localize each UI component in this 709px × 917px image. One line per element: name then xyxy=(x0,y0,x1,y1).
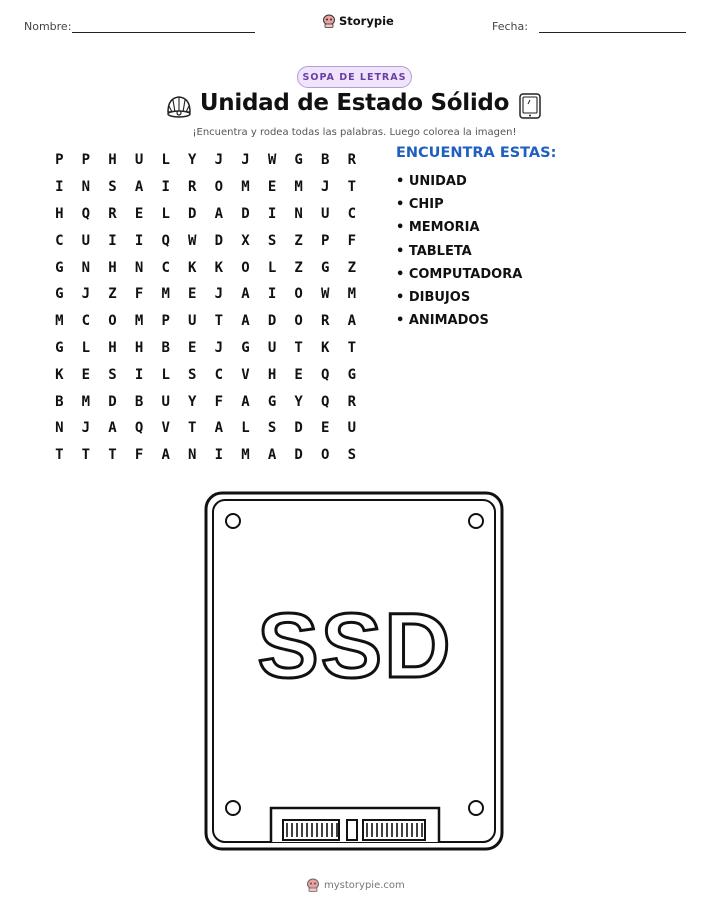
grid-cell[interactable]: Z xyxy=(294,259,303,276)
grid-cell[interactable]: L xyxy=(161,366,170,383)
grid-cell[interactable]: Y xyxy=(294,393,303,410)
grid-cell[interactable]: F xyxy=(134,447,144,464)
grid-cell[interactable]: R xyxy=(347,393,357,410)
grid-cell[interactable]: E xyxy=(294,366,303,383)
grid-cell[interactable]: C xyxy=(214,366,224,383)
screw-icon xyxy=(226,801,240,815)
grid-cell[interactable]: T xyxy=(294,339,303,356)
grid-cell[interactable]: U xyxy=(161,393,170,410)
grid-cell[interactable]: M xyxy=(294,179,303,196)
storypie-mascot-icon xyxy=(306,878,320,892)
activity-badge: SOPA DE LETRAS xyxy=(297,66,412,88)
grid-cell[interactable]: N xyxy=(134,259,144,276)
grid-cell[interactable]: A xyxy=(267,447,277,464)
grid-cell[interactable]: G xyxy=(294,152,303,169)
instructions: ¡Encuentra y rodea todas las palabras. Luego colorea la imagen! xyxy=(192,127,517,138)
word-list-item: • CHIP xyxy=(396,197,444,213)
grid-row xyxy=(46,174,365,201)
grid-cell[interactable]: O xyxy=(108,313,117,330)
grid-cell[interactable]: O xyxy=(241,259,250,276)
grid-cell[interactable]: G xyxy=(347,366,357,383)
tablet-icon xyxy=(518,92,542,120)
grid-cell[interactable]: P xyxy=(161,313,170,330)
grid-cell[interactable]: G xyxy=(55,339,64,356)
grid-cell[interactable]: P xyxy=(81,152,91,169)
grid-cell[interactable]: Y xyxy=(188,393,197,410)
grid-cell[interactable]: Q xyxy=(321,393,330,410)
grid-cell[interactable]: M xyxy=(347,286,357,303)
grid-cell[interactable]: T xyxy=(81,447,91,464)
grid-cell[interactable]: J xyxy=(81,420,91,437)
grid-row xyxy=(46,281,365,308)
grid-row xyxy=(46,335,365,362)
grid-cell[interactable]: A xyxy=(214,420,224,437)
grid-cell[interactable]: T xyxy=(347,179,357,196)
grid-cell[interactable]: I xyxy=(267,205,277,222)
grid-cell[interactable]: L xyxy=(161,152,170,169)
grid-cell[interactable]: D xyxy=(241,205,250,222)
grid-cell[interactable]: H xyxy=(108,259,117,276)
grid-cell[interactable]: O xyxy=(294,313,303,330)
grid-cell[interactable]: B xyxy=(321,152,330,169)
grid-cell[interactable]: A xyxy=(214,205,224,222)
grid-cell[interactable]: L xyxy=(241,420,250,437)
screw-icon xyxy=(469,514,483,528)
grid-cell[interactable]: I xyxy=(214,447,224,464)
grid-cell[interactable]: U xyxy=(134,152,144,169)
name-line[interactable] xyxy=(72,32,255,33)
grid-cell[interactable]: F xyxy=(134,286,144,303)
brand-name: Storypie xyxy=(339,14,394,28)
grid-cell[interactable]: L xyxy=(81,339,91,356)
word-list-item: • UNIDAD xyxy=(396,174,467,190)
grid-cell[interactable]: J xyxy=(81,286,91,303)
grid-cell[interactable]: C xyxy=(81,313,91,330)
grid-cell[interactable]: T xyxy=(214,313,224,330)
grid-cell[interactable]: E xyxy=(267,179,277,196)
grid-cell[interactable]: Z xyxy=(347,259,357,276)
grid-cell[interactable]: N xyxy=(55,420,64,437)
grid-cell[interactable]: A xyxy=(134,179,144,196)
grid-row xyxy=(46,254,365,281)
grid-cell[interactable]: F xyxy=(214,393,224,410)
grid-cell[interactable]: P xyxy=(55,152,64,169)
grid-cell[interactable]: X xyxy=(241,232,250,249)
grid-cell[interactable]: T xyxy=(108,447,117,464)
grid-cell[interactable]: E xyxy=(321,420,330,437)
grid-cell[interactable]: I xyxy=(55,179,64,196)
grid-cell[interactable]: B xyxy=(134,393,144,410)
grid-cell[interactable]: C xyxy=(161,259,170,276)
grid-cell[interactable]: H xyxy=(55,205,64,222)
grid-cell[interactable]: R xyxy=(188,179,197,196)
word-list-title: ENCUENTRA ESTAS: xyxy=(396,145,557,161)
footer-url[interactable]: mystorypie.com xyxy=(324,879,405,891)
grid-row xyxy=(46,227,365,254)
grid-row xyxy=(46,415,365,442)
grid-cell[interactable]: I xyxy=(108,232,117,249)
grid-cell[interactable]: H xyxy=(108,339,117,356)
grid-cell[interactable]: G xyxy=(241,339,250,356)
grid-cell[interactable]: H xyxy=(108,152,117,169)
grid-cell[interactable]: N xyxy=(294,205,303,222)
grid-cell[interactable]: C xyxy=(347,205,357,222)
grid-cell[interactable]: V xyxy=(241,366,250,383)
grid-cell[interactable]: Y xyxy=(188,152,197,169)
grid-cell[interactable]: Q xyxy=(134,420,144,437)
screw-icon xyxy=(469,801,483,815)
grid-cell[interactable]: S xyxy=(108,179,117,196)
grid-cell[interactable]: R xyxy=(347,152,357,169)
ssd-illustration xyxy=(203,490,505,852)
grid-cell[interactable]: K xyxy=(188,259,197,276)
grid-cell[interactable]: J xyxy=(214,152,224,169)
grid-cell[interactable]: D xyxy=(188,205,197,222)
grid-cell[interactable]: G xyxy=(267,393,277,410)
ssd-connector xyxy=(271,808,439,842)
grid-cell[interactable]: D xyxy=(294,420,303,437)
grid-cell[interactable]: M xyxy=(241,447,250,464)
grid-cell[interactable]: A xyxy=(347,313,357,330)
grid-cell[interactable]: A xyxy=(108,420,117,437)
grid-cell[interactable]: O xyxy=(294,286,303,303)
grid-cell[interactable]: K xyxy=(214,259,224,276)
grid-cell[interactable]: G xyxy=(321,259,330,276)
grid-cell[interactable]: S xyxy=(267,232,277,249)
grid-cell[interactable]: I xyxy=(267,286,277,303)
grid-cell[interactable]: M xyxy=(241,179,250,196)
grid-cell[interactable]: K xyxy=(321,339,330,356)
grid-cell[interactable]: S xyxy=(267,420,277,437)
screw-icon xyxy=(226,514,240,528)
grid-cell[interactable]: U xyxy=(188,313,197,330)
grid-cell[interactable]: H xyxy=(267,366,277,383)
grid-cell[interactable]: D xyxy=(267,313,277,330)
grid-cell[interactable]: E xyxy=(188,286,197,303)
grid-cell[interactable]: G xyxy=(55,259,64,276)
name-label: Nombre: xyxy=(24,20,72,33)
grid-cell[interactable]: O xyxy=(214,179,224,196)
grid-cell[interactable]: M xyxy=(81,393,91,410)
grid-cell[interactable]: U xyxy=(321,205,330,222)
grid-cell[interactable]: G xyxy=(55,286,64,303)
grid-cell[interactable]: Q xyxy=(321,366,330,383)
grid-cell[interactable]: K xyxy=(55,366,64,383)
grid-cell[interactable]: V xyxy=(161,420,170,437)
grid-cell[interactable]: A xyxy=(241,313,250,330)
grid-row xyxy=(46,361,365,388)
storypie-mascot-icon xyxy=(322,14,336,28)
grid-cell[interactable]: S xyxy=(188,366,197,383)
grid-row xyxy=(46,201,365,228)
grid-cell[interactable]: Z xyxy=(108,286,117,303)
grid-cell[interactable]: D xyxy=(294,447,303,464)
grid-cell[interactable]: M xyxy=(134,313,144,330)
grid-cell[interactable]: J xyxy=(214,339,224,356)
grid-cell[interactable]: H xyxy=(134,339,144,356)
page-title: Unidad de Estado Sólido xyxy=(199,90,510,116)
grid-row xyxy=(46,442,365,469)
word-list-item: • MEMORIA xyxy=(396,220,480,236)
grid-cell[interactable]: A xyxy=(241,286,250,303)
date-line[interactable] xyxy=(539,32,686,33)
word-list-item: • COMPUTADORA xyxy=(396,266,523,282)
grid-cell[interactable]: P xyxy=(321,232,330,249)
footer xyxy=(306,878,405,892)
grid-cell[interactable]: R xyxy=(321,313,330,330)
grid-cell[interactable]: S xyxy=(347,447,357,464)
grid-cell[interactable]: U xyxy=(267,339,277,356)
grid-cell[interactable]: N xyxy=(81,259,91,276)
grid-cell[interactable]: W xyxy=(267,152,277,169)
grid-cell[interactable]: T xyxy=(55,447,64,464)
grid-cell[interactable]: C xyxy=(55,232,64,249)
grid-row xyxy=(46,308,365,335)
grid-cell[interactable]: N xyxy=(188,447,197,464)
word-list xyxy=(396,170,522,332)
grid-cell[interactable]: E xyxy=(81,366,91,383)
grid-cell[interactable]: M xyxy=(55,313,64,330)
grid-cell[interactable]: D xyxy=(108,393,117,410)
grid-cell[interactable]: J xyxy=(321,179,330,196)
grid-row xyxy=(46,147,365,174)
grid-cell[interactable]: W xyxy=(321,286,330,303)
grid-cell[interactable]: J xyxy=(241,152,250,169)
grid-cell[interactable]: A xyxy=(241,393,250,410)
grid-cell[interactable]: E xyxy=(188,339,197,356)
grid-cell[interactable]: F xyxy=(347,232,357,249)
grid-cell[interactable]: J xyxy=(214,286,224,303)
grid-cell[interactable]: I xyxy=(161,179,170,196)
grid-cell[interactable]: U xyxy=(347,420,357,437)
grid-cell[interactable]: S xyxy=(108,366,117,383)
grid-cell[interactable]: L xyxy=(267,259,277,276)
grid-cell[interactable]: I xyxy=(134,366,144,383)
grid-cell[interactable]: I xyxy=(134,232,144,249)
word-search-grid xyxy=(46,147,365,469)
grid-row xyxy=(46,388,365,415)
ssd-label: SSD xyxy=(257,595,453,697)
grid-cell[interactable]: E xyxy=(134,205,144,222)
word-list-item: • DIBUJOS xyxy=(396,290,471,306)
grid-cell[interactable]: L xyxy=(161,205,170,222)
grid-cell[interactable]: D xyxy=(214,232,224,249)
grid-cell[interactable]: W xyxy=(188,232,197,249)
grid-cell[interactable]: Z xyxy=(294,232,303,249)
grid-cell[interactable]: M xyxy=(161,286,170,303)
grid-cell[interactable]: R xyxy=(108,205,117,222)
brand-logo xyxy=(322,14,394,28)
grid-cell[interactable]: B xyxy=(55,393,64,410)
word-list-item: • TABLETA xyxy=(396,243,472,259)
grid-cell[interactable]: T xyxy=(347,339,357,356)
grid-cell[interactable]: Q xyxy=(161,232,170,249)
grid-cell[interactable]: O xyxy=(321,447,330,464)
grid-cell[interactable]: T xyxy=(188,420,197,437)
grid-cell[interactable]: U xyxy=(81,232,91,249)
grid-cell[interactable]: B xyxy=(161,339,170,356)
word-list-item: • ANIMADOS xyxy=(396,313,489,329)
date-label: Fecha: xyxy=(492,20,528,33)
grid-cell[interactable]: Q xyxy=(81,205,91,222)
grid-cell[interactable]: A xyxy=(161,447,170,464)
grid-cell[interactable]: N xyxy=(81,179,91,196)
